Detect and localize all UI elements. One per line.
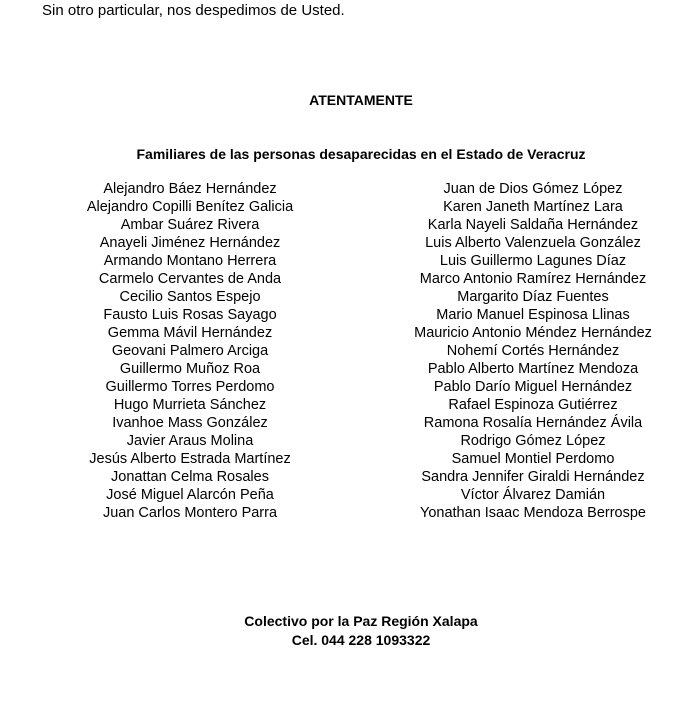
signatory-name: Yonathan Isaac Mendoza Berrospe [420,505,646,521]
signatories-list-right [368,180,698,522]
signatory-name: Cecilio Santos Espejo [119,289,261,305]
signatory-name: Sandra Jennifer Giraldi Hernández [421,469,645,485]
signatory-name: Armando Montano Herrera [103,253,277,269]
signatory-name: Ambar Suárez Rivera [120,217,260,233]
signatory-name: Karla Nayeli Saldaña Hernández [427,217,639,233]
signatory-name: Fausto Luis Rosas Sayago [103,307,277,323]
signatory-name: Juan de Dios Gómez López [443,181,623,197]
sign-off-heading: ATENTAMENTE [309,92,413,108]
signatory-name: Víctor Álvarez Damián [460,487,606,503]
signatory-name: Karen Janeth Martínez Lara [443,199,623,215]
signatory-name: Guillermo Muñoz Roa [119,361,261,377]
signatory-name: Rodrigo Gómez López [460,433,606,449]
signatory-name: Geovani Palmero Arciga [111,343,269,359]
signatory-name: Margarito Díaz Fuentes [457,289,609,305]
signatory-name: Pablo Darío Miguel Hernández [433,379,633,395]
signatory-name: Mauricio Antonio Méndez Hernández [414,325,652,341]
signatory-name: Marco Antonio Ramírez Hernández [419,271,647,287]
signatory-name: Javier Araus Molina [126,433,254,449]
signatory-name: Luis Alberto Valenzuela González [425,235,641,251]
signatory-name: Alejandro Copilli Benítez Galicia [86,199,294,215]
signatory-name: Alejandro Báez Hernández [103,181,277,197]
signatory-name: Carmelo Cervantes de Anda [98,271,282,287]
signatory-name: Mario Manuel Espinosa Llinas [436,307,630,323]
signatory-name: Ramona Rosalía Hernández Ávila [423,415,643,431]
signatory-name: Jesús Alberto Estrada Martínez [89,451,291,467]
signatory-name: Gemma Mávil Hernández [107,325,273,341]
signatory-name: Samuel Montiel Perdomo [451,451,615,467]
signatories-group-title: Familiares de las personas desaparecidas en el Estado de Veracruz [136,146,586,162]
signatory-name: Rafael Espinoza Gutiérrez [448,397,618,413]
signatory-name: José Miguel Alarcón Peña [106,487,274,503]
signatory-name: Juan Carlos Montero Parra [102,505,278,521]
signatory-name: Jonattan Celma Rosales [111,469,269,485]
signatory-name: Pablo Alberto Martínez Mendoza [427,361,639,377]
footer-organization: Colectivo por la Paz Región Xalapa [244,613,478,629]
footer-phone: Cel. 044 228 1093322 [291,632,431,648]
signatory-name: Luis Guillermo Lagunes Díaz [439,253,627,269]
signatory-name: Hugo Murrieta Sánchez [113,397,267,413]
signatory-name: Nohemí Cortés Hernández [446,343,620,359]
signatory-name: Anayeli Jiménez Hernández [99,235,281,251]
signatory-name: Guillermo Torres Perdomo [105,379,275,395]
signatories-list-left [25,180,355,522]
signatory-name: Ivanhoe Mass González [112,415,268,431]
closing-text: Sin otro particular, nos despedimos de Usted. [42,2,345,19]
footer-block [0,612,700,650]
